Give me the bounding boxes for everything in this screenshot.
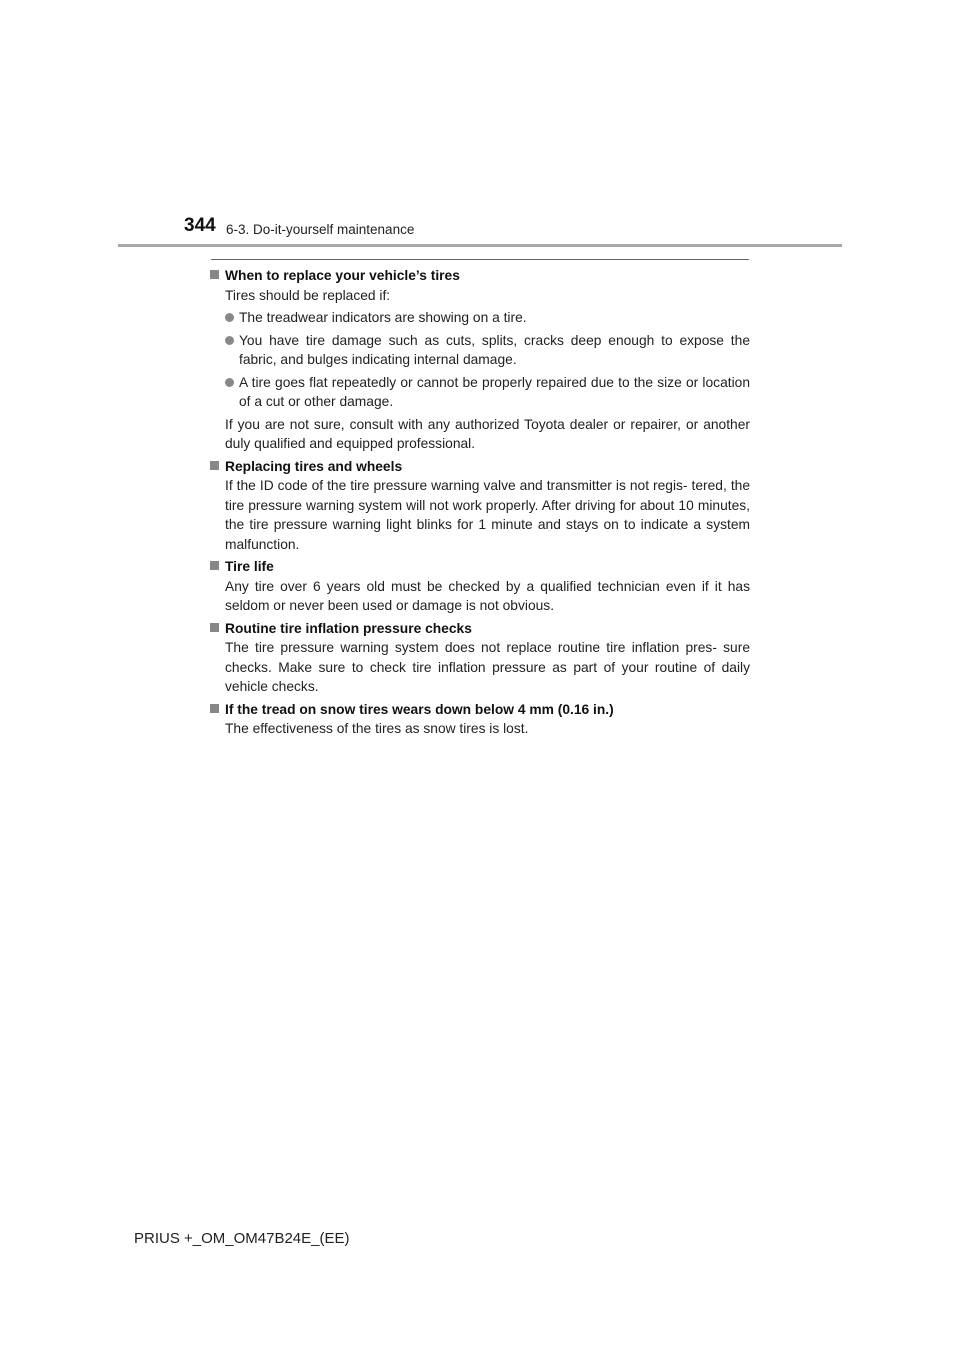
- square-bullet-icon: [210, 623, 219, 632]
- section-body: Any tire over 6 years old must be checked by a qualified technician even if it has seldom or never been used or damage is not obvious.: [225, 578, 750, 613]
- round-bullet-icon: [225, 378, 234, 387]
- list-item: [225, 331, 750, 370]
- section-heading-text: Replacing tires and wheels: [225, 458, 403, 474]
- square-bullet-icon: [210, 704, 219, 713]
- section-heading-text: Routine tire inflation pressure checks: [225, 620, 472, 636]
- square-bullet-icon: [210, 461, 219, 470]
- section-intro: Tires should be replaced if:: [225, 287, 391, 303]
- section-body: The effectiveness of the tires as snow tires is lost.: [225, 721, 529, 736]
- round-bullet-icon: [225, 336, 234, 345]
- section-heading: [210, 619, 750, 639]
- section-body: If the ID code of the tire pressure warning valve and transmitter is not regis- tered, the tire pressure warning system will not work properly. After driving for about 10 minutes, the tire pressure warning light blinks for 1 minute and stays on to indicate a system malfunction.: [225, 478, 750, 552]
- square-bullet-icon: [210, 270, 219, 279]
- content-body: [210, 266, 750, 739]
- list-item-text: A tire goes flat repeatedly or cannot be properly repaired due to the size or location of a cut or other damage.: [239, 374, 750, 409]
- section-inflation-checks: [210, 619, 750, 697]
- section-outro: If you are not sure, consult with any authorized Toyota dealer or repairer, or another duly qualified and equipped professional.: [225, 416, 750, 451]
- round-bullet-icon: [225, 313, 234, 322]
- list-item: [225, 308, 750, 328]
- section-heading: [210, 557, 750, 577]
- footer-doc-code: PRIUS +_OM_OM47B24E_(EE): [134, 1230, 350, 1247]
- section-heading: [210, 266, 750, 286]
- bullet-list: [225, 308, 750, 412]
- section-when-to-replace: [210, 266, 750, 454]
- content-rule: [211, 259, 749, 260]
- section-heading-text: If the tread on snow tires wears down below 4 mm (0.16 in.): [225, 701, 614, 717]
- section-tire-life: [210, 557, 750, 616]
- section-replacing-tires: [210, 457, 750, 555]
- list-item-text: The treadwear indicators are showing on a tire.: [239, 310, 527, 325]
- square-bullet-icon: [210, 561, 219, 570]
- page-number: 344: [184, 215, 216, 236]
- section-heading: [210, 700, 750, 720]
- header-rule: [118, 244, 842, 247]
- section-heading: [210, 457, 750, 477]
- section-snow-tires: [210, 700, 750, 739]
- list-item-text: You have tire damage such as cuts, splits, cracks deep enough to expose the fabric, and bulges indicating internal damage.: [239, 332, 750, 367]
- section-heading-text: When to replace your vehicle’s tires: [225, 268, 460, 283]
- list-item: [225, 373, 750, 412]
- section-body: The tire pressure warning system does not replace routine tire inflation pres- sure checks. Make sure to check tire inflation pressure as part of your routine of daily vehicle checks.: [225, 640, 750, 694]
- section-heading-text: Tire life: [225, 559, 274, 574]
- section-title: 6-3. Do-it-yourself maintenance: [226, 222, 415, 237]
